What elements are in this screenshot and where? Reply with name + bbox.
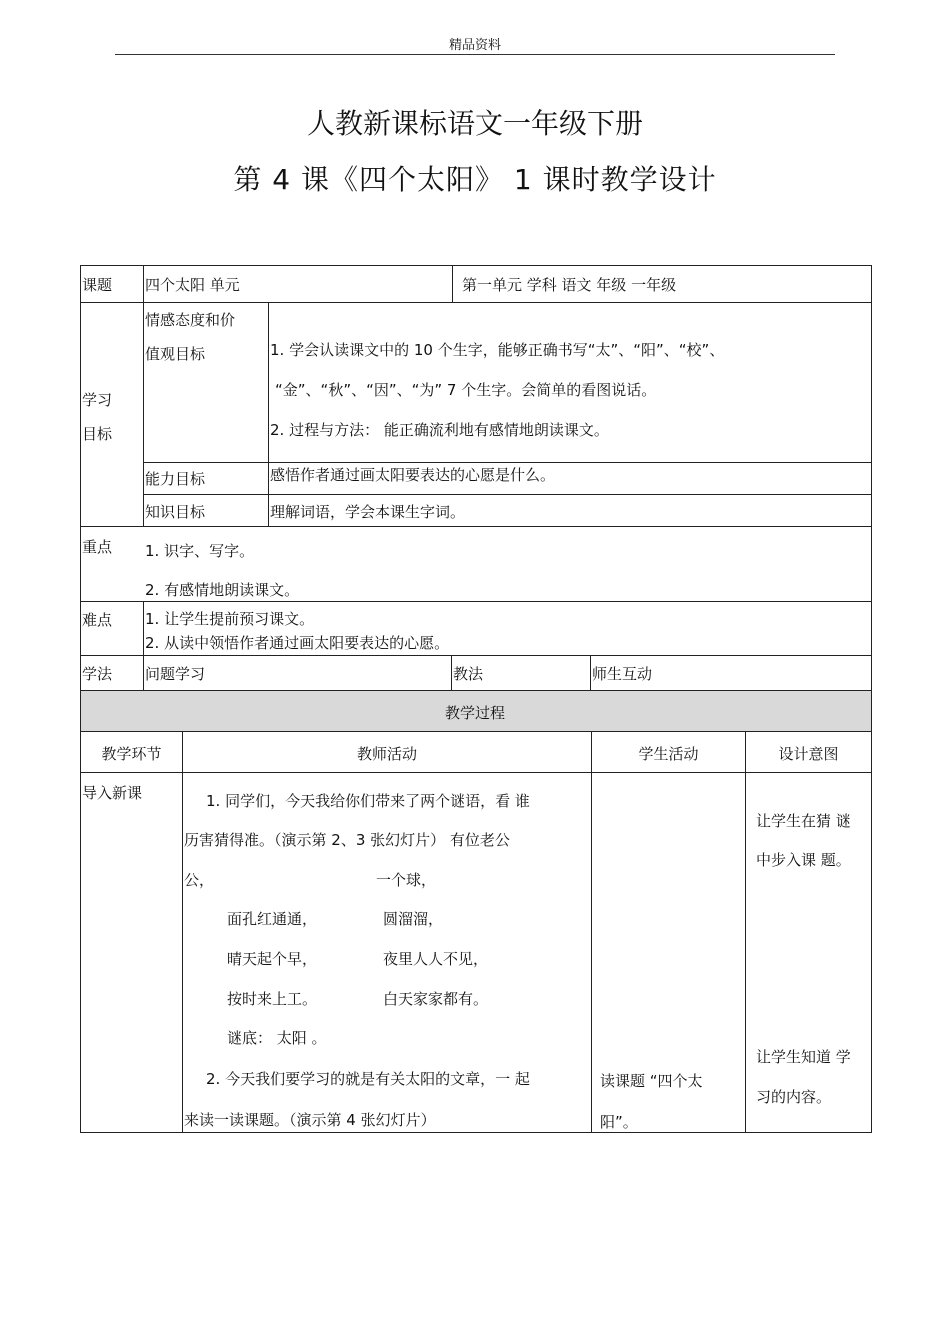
key-item-2: 2. 有感情地朗读课文。	[145, 581, 300, 599]
emotion-text-2: “金”、“秋”、“因”、“为” 7 个生字。会简单的看图说话。	[275, 381, 657, 399]
ability-label: 能力目标	[145, 470, 206, 488]
difficulty-item-1: 1. 让学生提前预习课文。	[145, 610, 315, 628]
key-label: 重点	[82, 538, 113, 556]
stage-intro: 导入新课	[82, 784, 143, 802]
goals-label-2: 目标	[82, 425, 113, 443]
col-teacher: 教师活动	[356, 745, 417, 763]
teacher-line: 来读一读课题。（演示第 4 张幻灯片）	[184, 1111, 436, 1129]
intent-1b: 中步入课 题。	[756, 851, 851, 869]
knowledge-text: 理解词语，学会本课生字词。	[270, 503, 466, 521]
intent-1a: 让学生在猜 谜	[756, 812, 851, 830]
emotion-label-2: 值观目标	[145, 345, 206, 363]
emotion-text-1: 1. 学会认读课文中的 10 个生字，能够正确书写“太”、“阳”、“校”、	[270, 341, 725, 359]
teacher-line: 白天家家都有。	[383, 990, 489, 1008]
emotion-text-3: 2. 过程与方法： 能正确流利地有感情地朗读课文。	[270, 421, 609, 439]
teacher-line: 晴天起个早，	[227, 950, 318, 968]
topic-label: 课题	[82, 276, 113, 294]
student-activity-2: 阳”。	[600, 1113, 638, 1131]
goals-label-1: 学习	[82, 391, 113, 409]
knowledge-label: 知识目标	[145, 503, 206, 521]
teacher-line: 谜底： 太阳 。	[227, 1029, 327, 1047]
teacher-line: 面孔红通通，	[227, 910, 318, 928]
teacher-line: 2. 今天我们要学习的就是有关太阳的文章，一 起	[206, 1070, 530, 1088]
teacher-line: 1. 同学们，今天我给你们带来了两个谜语，看 谁	[206, 792, 530, 810]
teacher-line: 一个球，	[376, 871, 437, 889]
header-rule	[115, 54, 835, 55]
document-title: 人教新课标语文一年级下册	[306, 107, 643, 140]
header-text: 精品资料	[448, 38, 501, 53]
document-subtitle: 第 4 课《四个太阳》 1 课时教学设计	[233, 163, 717, 196]
difficulty-label: 难点	[82, 611, 113, 629]
difficulty-item-2: 2. 从读中领悟作者通过画太阳要表达的心愿。	[145, 634, 450, 652]
key-item-1: 1. 识字、写字。	[145, 542, 255, 560]
col-student: 学生活动	[638, 745, 699, 763]
teacher-line: 按时来上工。	[227, 990, 318, 1008]
study-value: 问题学习	[145, 665, 206, 683]
teach-label: 教法	[453, 665, 484, 683]
intent-2b: 习的内容。	[756, 1088, 832, 1106]
unit-info: 第一单元 学科 语文 年级 一年级	[462, 276, 677, 294]
topic-value: 四个太阳 单元	[145, 276, 240, 294]
student-activity-1: 读课题 “四个太	[600, 1072, 703, 1090]
study-label: 学法	[82, 665, 113, 683]
teach-value: 师生互动	[592, 665, 653, 683]
ability-text: 感悟作者通过画太阳要表达的心愿是什么。	[270, 466, 556, 484]
col-stage: 教学环节	[101, 745, 162, 763]
process-header: 教学过程	[444, 704, 505, 722]
teacher-line: 公，	[184, 871, 215, 889]
col-intent: 设计意图	[778, 745, 839, 763]
emotion-label-1: 情感态度和价	[145, 311, 236, 329]
teacher-line: 夜里人人不见，	[383, 950, 489, 968]
teacher-line: 历害猜得准。（演示第 2、3 张幻灯片） 有位老公	[184, 831, 510, 849]
teacher-line: 圆溜溜，	[383, 910, 444, 928]
intent-2a: 让学生知道 学	[756, 1048, 851, 1066]
